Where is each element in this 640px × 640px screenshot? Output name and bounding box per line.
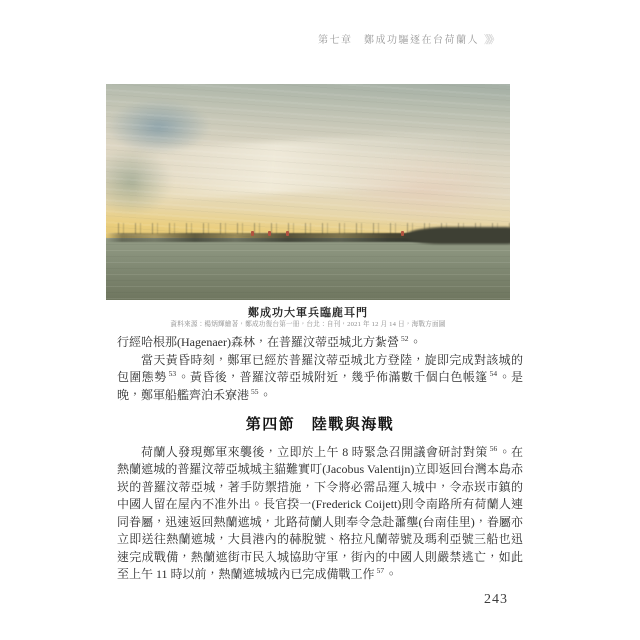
- footnote-ref: 52: [400, 334, 409, 343]
- paragraphs-before-heading: [117, 334, 523, 404]
- figure-source: 資料來源：楊炳輝繪著，鄭成功復台第一冊，台北：自刊，2021 年 12 月 14 日，海戰方面圖: [170, 320, 446, 328]
- footnote-ref: 53: [168, 369, 177, 378]
- paragraphs-after-heading: [117, 444, 523, 584]
- paragraph: 行經哈根那(Hagenaer)森林，在普羅汶蒂亞城北方紮營 $^{52}$。: [117, 334, 422, 349]
- flag-dot: [286, 231, 289, 236]
- footnote-ref: 55: [251, 386, 259, 396]
- painting-fleet-right-mass: [405, 227, 510, 244]
- section-heading: 第四節 陸戰與海戰: [245, 417, 395, 433]
- footnote-ref: 54: [489, 369, 498, 378]
- paragraph: 當天黃昏時刻，鄭軍已經於普羅汶蒂亞城北方登陸，旋即完成對該城的包圍態勢 $^{53}$。黃昏後，普羅汶蒂亞城附近，幾乎佈滿數千個白色帳篷 $^{54}$。是晚，鄭軍船艦齊泊禾寮港 $^{55}$。: [117, 352, 523, 402]
- painting-sea-streaks: [106, 238, 510, 300]
- figure-caption: 鄭成功大軍兵臨鹿耳門: [248, 307, 368, 319]
- chevron-right-icon: 》》》: [484, 34, 497, 46]
- running-header: [0, 31, 497, 45]
- footnote-ref: 56: [489, 443, 498, 453]
- footnote-ref: 57: [376, 566, 385, 575]
- flag-dot: [268, 231, 271, 236]
- painting-image: [106, 84, 510, 300]
- flag-dot: [401, 231, 404, 236]
- page-number: 243: [484, 592, 508, 607]
- paragraph: 荷蘭人發現鄭軍來襲後，立即於上午 8 時緊急召開議會研討對策 $^{56}$。在熱蘭遮城的普羅汶蒂亞城城主貓難實叮(Jacobus Valentijn)立即返回台灣本島赤崁的普羅汶蒂亞城，著手防禦措施，下令將必需品運入城中，令赤崁市鎮的中國人留在屋內不准外出。長官揆一(Frederick Coijett)則令南路所有荷蘭人連同眷屬，迅速返回熱蘭遮城，北路荷蘭人則奉令急赴蕭壟(台南佳里)，眷屬亦立即送往熱蘭遮城，大員港內的赫脫號、格拉凡蘭蒂號及瑪利亞號三船也迅速完成戰備，熱蘭遮街市民入城協助守軍，街內的中國人則嚴禁逃亡，如此至上午 11 時以前，熱蘭遮城城內已完成備戰工作 $^{57}$。: [117, 443, 523, 581]
- body-text: [117, 334, 523, 584]
- chapter-title: 第七章 鄭成功驅逐在台荷蘭人: [318, 35, 479, 46]
